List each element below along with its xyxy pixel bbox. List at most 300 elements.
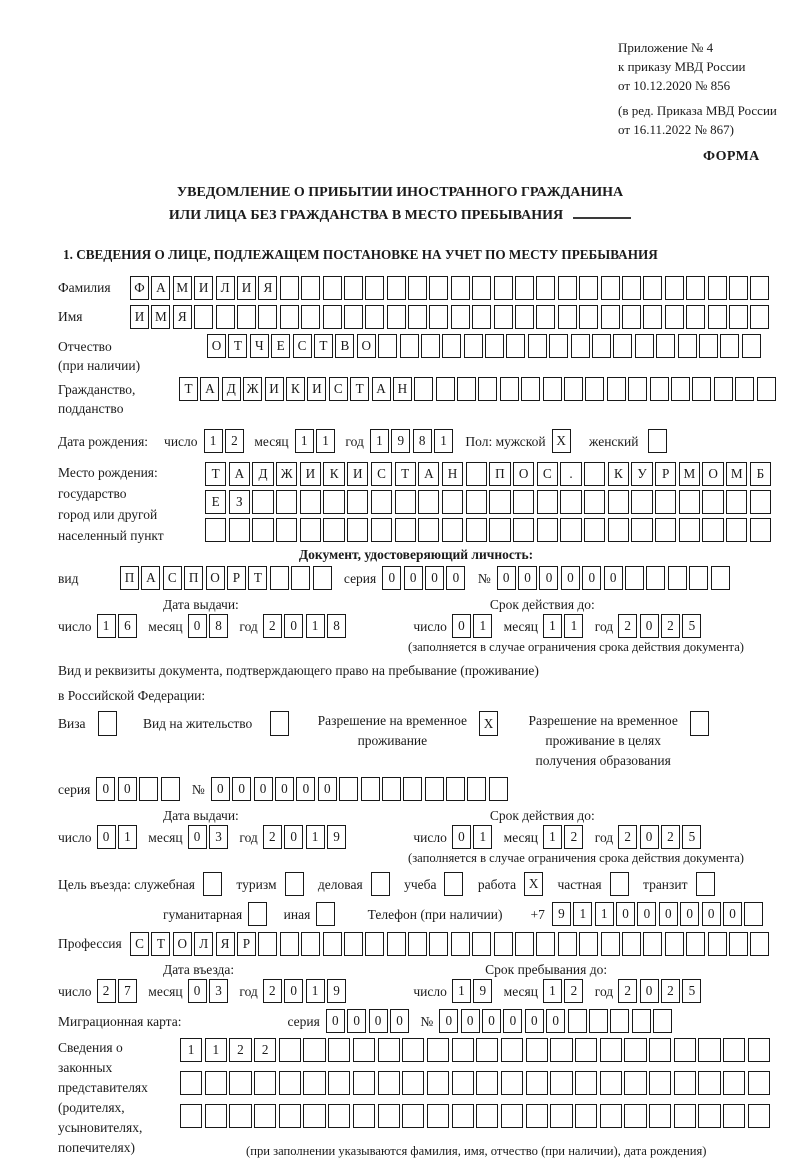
birthplace-row1-cell[interactable]: Р — [655, 462, 676, 486]
representatives-row3-cell[interactable] — [575, 1104, 597, 1128]
migcard-number-cell[interactable]: 0 — [525, 1009, 544, 1033]
stay-month-cell[interactable]: 1 — [543, 979, 562, 1003]
representatives-row2-cell[interactable] — [723, 1071, 745, 1095]
iddoc-number-cell[interactable]: 0 — [582, 566, 601, 590]
birthplace-row1-cell[interactable]: О — [702, 462, 723, 486]
entry-year-cell[interactable]: 2 — [263, 979, 282, 1003]
givenname-cell[interactable] — [408, 305, 427, 329]
phone-number-cell[interactable]: 0 — [616, 902, 635, 926]
patronymic-cell[interactable]: В — [335, 334, 354, 358]
representatives-row3-cell[interactable] — [723, 1104, 745, 1128]
phone-number-cell[interactable]: 9 — [552, 902, 571, 926]
representatives-row2-cell[interactable] — [526, 1071, 548, 1095]
birthplace-row3-cell[interactable] — [205, 518, 226, 542]
birthplace-row3-cell[interactable] — [418, 518, 439, 542]
patronymic-cell[interactable]: О — [207, 334, 226, 358]
givenname-cell[interactable] — [301, 305, 320, 329]
representatives-row3-cell[interactable] — [476, 1104, 498, 1128]
birthplace-row2-cell[interactable] — [726, 490, 747, 514]
resdoc-expiry-month-cell[interactable]: 1 — [543, 825, 562, 849]
givenname-cell[interactable]: Я — [173, 305, 192, 329]
phone-number-cell[interactable]: 0 — [659, 902, 678, 926]
stay-year-cell[interactable]: 2 — [618, 979, 637, 1003]
birthplace-row2-cell[interactable]: Е — [205, 490, 226, 514]
profession-cell[interactable] — [280, 932, 299, 956]
representatives-row3-cell[interactable] — [550, 1104, 572, 1128]
birthplace-row2-cell[interactable] — [513, 490, 534, 514]
stay-year-cell[interactable]: 0 — [640, 979, 659, 1003]
profession-cell[interactable] — [643, 932, 662, 956]
givenname-cell[interactable] — [708, 305, 727, 329]
profession-cell[interactable]: Р — [237, 932, 256, 956]
citizenship-cell[interactable] — [671, 377, 690, 401]
surname-cell[interactable] — [472, 276, 491, 300]
representatives-row2-cell[interactable] — [452, 1071, 474, 1095]
iddoc-expiry-day-cell[interactable]: 1 — [473, 614, 492, 638]
citizenship-cell[interactable] — [735, 377, 754, 401]
profession-cell[interactable] — [579, 932, 598, 956]
resdoc-number-cell[interactable]: 0 — [318, 777, 337, 801]
migcard-number-cell[interactable]: 0 — [546, 1009, 565, 1033]
stay-year-cell[interactable]: 5 — [682, 979, 701, 1003]
birthplace-row2-cell[interactable] — [655, 490, 676, 514]
birthplace-row3-cell[interactable] — [584, 518, 605, 542]
temp-residence-education-checkbox-cell[interactable] — [690, 711, 709, 736]
representatives-row1-cell[interactable]: 2 — [229, 1038, 251, 1062]
birthplace-row3-cell[interactable] — [371, 518, 392, 542]
surname-cell[interactable] — [536, 276, 555, 300]
profession-cell[interactable] — [408, 932, 427, 956]
resdoc-expiry-month-cell[interactable]: 2 — [564, 825, 583, 849]
patronymic-cell[interactable] — [678, 334, 697, 358]
birthplace-row2-cell[interactable] — [750, 490, 771, 514]
patronymic-cell[interactable] — [464, 334, 483, 358]
patronymic-cell[interactable]: С — [293, 334, 312, 358]
profession-cell[interactable] — [686, 932, 705, 956]
representatives-row2-cell[interactable] — [205, 1071, 227, 1095]
profession-cell[interactable] — [515, 932, 534, 956]
representatives-row1-cell[interactable]: 1 — [205, 1038, 227, 1062]
citizenship-cell[interactable] — [714, 377, 733, 401]
migcard-series-cell[interactable]: 0 — [390, 1009, 409, 1033]
resdoc-number-cell[interactable] — [425, 777, 444, 801]
iddoc-issue-month-cell[interactable]: 8 — [209, 614, 228, 638]
citizenship-cell[interactable]: Н — [393, 377, 412, 401]
resdoc-issue-month-cell[interactable]: 0 — [188, 825, 207, 849]
givenname-cell[interactable] — [686, 305, 705, 329]
entry-month-cell[interactable]: 0 — [188, 979, 207, 1003]
profession-cell[interactable]: О — [173, 932, 192, 956]
surname-cell[interactable]: И — [194, 276, 213, 300]
representatives-row1-cell[interactable] — [698, 1038, 720, 1062]
migcard-number-cell[interactable] — [589, 1009, 608, 1033]
surname-cell[interactable] — [558, 276, 577, 300]
resdoc-series-cell[interactable] — [139, 777, 158, 801]
givenname-cell[interactable] — [387, 305, 406, 329]
resdoc-series-cell[interactable]: 0 — [96, 777, 115, 801]
representatives-row3-cell[interactable] — [205, 1104, 227, 1128]
surname-cell[interactable] — [601, 276, 620, 300]
resdoc-expiry-year-cell[interactable]: 2 — [661, 825, 680, 849]
migcard-number-cell[interactable]: 0 — [482, 1009, 501, 1033]
citizenship-cell[interactable] — [457, 377, 476, 401]
resdoc-number-cell[interactable] — [403, 777, 422, 801]
patronymic-cell[interactable] — [592, 334, 611, 358]
stay-month-cell[interactable]: 2 — [564, 979, 583, 1003]
iddoc-type-cell[interactable]: П — [120, 566, 139, 590]
birthplace-row3-cell[interactable] — [395, 518, 416, 542]
phone-number-cell[interactable]: 0 — [723, 902, 742, 926]
birthplace-row2-cell[interactable] — [584, 490, 605, 514]
givenname-cell[interactable] — [280, 305, 299, 329]
purpose-tourism-checkbox-cell[interactable] — [285, 872, 304, 896]
representatives-row2-cell[interactable] — [600, 1071, 622, 1095]
givenname-cell[interactable] — [729, 305, 748, 329]
phone-number-cell[interactable] — [744, 902, 763, 926]
surname-cell[interactable] — [515, 276, 534, 300]
resdoc-number-cell[interactable]: 0 — [232, 777, 251, 801]
resdoc-issue-year-cell[interactable]: 1 — [306, 825, 325, 849]
purpose-other-checkbox-cell[interactable] — [316, 902, 335, 926]
citizenship-cell[interactable] — [607, 377, 626, 401]
migcard-series-cell[interactable]: 0 — [369, 1009, 388, 1033]
resdoc-expiry-year-cell[interactable]: 0 — [640, 825, 659, 849]
iddoc-issue-year-cell[interactable]: 8 — [327, 614, 346, 638]
representatives-row1-cell[interactable] — [575, 1038, 597, 1062]
surname-cell[interactable] — [344, 276, 363, 300]
birthplace-row2-cell[interactable] — [679, 490, 700, 514]
birthplace-row3-cell[interactable] — [252, 518, 273, 542]
birthplace-row1-cell[interactable]: С — [537, 462, 558, 486]
migcard-series-cell[interactable]: 0 — [347, 1009, 366, 1033]
representatives-row3-cell[interactable] — [353, 1104, 375, 1128]
entry-year-cell[interactable]: 0 — [284, 979, 303, 1003]
givenname-cell[interactable] — [558, 305, 577, 329]
representatives-row3-cell[interactable] — [254, 1104, 276, 1128]
birthplace-row2-cell[interactable] — [631, 490, 652, 514]
citizenship-cell[interactable] — [414, 377, 433, 401]
iddoc-issue-year-cell[interactable]: 1 — [306, 614, 325, 638]
birthplace-row2-cell[interactable] — [608, 490, 629, 514]
representatives-row3-cell[interactable] — [501, 1104, 523, 1128]
birthplace-row1-cell[interactable] — [584, 462, 605, 486]
purpose-transit-checkbox-cell[interactable] — [696, 872, 715, 896]
givenname-cell[interactable] — [365, 305, 384, 329]
phone-number-cell[interactable]: 0 — [702, 902, 721, 926]
citizenship-cell[interactable] — [478, 377, 497, 401]
iddoc-issue-day-cell[interactable]: 1 — [97, 614, 116, 638]
profession-cell[interactable] — [750, 932, 769, 956]
birthplace-row1-cell[interactable]: . — [560, 462, 581, 486]
resdoc-series-cell[interactable]: 0 — [118, 777, 137, 801]
birthdate-month-cell[interactable]: 1 — [295, 429, 314, 453]
surname-cell[interactable] — [494, 276, 513, 300]
profession-cell[interactable] — [451, 932, 470, 956]
patronymic-cell[interactable] — [400, 334, 419, 358]
profession-cell[interactable] — [729, 932, 748, 956]
givenname-cell[interactable] — [323, 305, 342, 329]
citizenship-cell[interactable]: А — [372, 377, 391, 401]
profession-cell[interactable] — [365, 932, 384, 956]
givenname-cell[interactable] — [622, 305, 641, 329]
representatives-row1-cell[interactable] — [402, 1038, 424, 1062]
surname-cell[interactable]: Я — [258, 276, 277, 300]
iddoc-type-cell[interactable] — [270, 566, 289, 590]
resdoc-issue-year-cell[interactable]: 9 — [327, 825, 346, 849]
givenname-cell[interactable] — [601, 305, 620, 329]
profession-cell[interactable] — [622, 932, 641, 956]
resdoc-number-cell[interactable]: 0 — [254, 777, 273, 801]
resdoc-expiry-year-cell[interactable]: 2 — [618, 825, 637, 849]
birthplace-row3-cell[interactable] — [276, 518, 297, 542]
purpose-official-checkbox-cell[interactable] — [203, 872, 222, 896]
representatives-row2-cell[interactable] — [180, 1071, 202, 1095]
profession-cell[interactable] — [301, 932, 320, 956]
patronymic-cell[interactable]: Ч — [250, 334, 269, 358]
birthplace-row1-cell[interactable]: П — [489, 462, 510, 486]
surname-cell[interactable] — [365, 276, 384, 300]
birthplace-row1-cell[interactable] — [466, 462, 487, 486]
representatives-row2-cell[interactable] — [328, 1071, 350, 1095]
resdoc-issue-year-cell[interactable]: 0 — [284, 825, 303, 849]
sex-male-checkbox-cell[interactable]: X — [552, 429, 571, 453]
birthplace-row3-cell[interactable] — [323, 518, 344, 542]
givenname-cell[interactable] — [750, 305, 769, 329]
iddoc-expiry-year-cell[interactable]: 2 — [661, 614, 680, 638]
profession-cell[interactable] — [536, 932, 555, 956]
birthdate-year-cell[interactable]: 1 — [370, 429, 389, 453]
residence-permit-checkbox-cell[interactable] — [270, 711, 289, 736]
birthplace-row3-cell[interactable] — [347, 518, 368, 542]
givenname-cell[interactable]: М — [151, 305, 170, 329]
surname-cell[interactable]: И — [237, 276, 256, 300]
patronymic-cell[interactable]: Т — [228, 334, 247, 358]
representatives-row1-cell[interactable] — [279, 1038, 301, 1062]
patronymic-cell[interactable]: Е — [271, 334, 290, 358]
entry-day-cell[interactable]: 2 — [97, 979, 116, 1003]
representatives-row3-cell[interactable] — [674, 1104, 696, 1128]
representatives-row1-cell[interactable] — [303, 1038, 325, 1062]
visa-checkbox-cell[interactable] — [98, 711, 117, 736]
representatives-row2-cell[interactable] — [378, 1071, 400, 1095]
profession-cell[interactable] — [665, 932, 684, 956]
surname-cell[interactable] — [708, 276, 727, 300]
iddoc-number-cell[interactable] — [668, 566, 687, 590]
purpose-business-checkbox-cell[interactable] — [371, 872, 390, 896]
birthplace-row2-cell[interactable] — [489, 490, 510, 514]
birthdate-year-cell[interactable]: 1 — [434, 429, 453, 453]
representatives-row2-cell[interactable] — [353, 1071, 375, 1095]
surname-cell[interactable] — [729, 276, 748, 300]
resdoc-issue-year-cell[interactable]: 2 — [263, 825, 282, 849]
representatives-row1-cell[interactable] — [600, 1038, 622, 1062]
givenname-cell[interactable] — [515, 305, 534, 329]
iddoc-issue-month-cell[interactable]: 0 — [188, 614, 207, 638]
representatives-row2-cell[interactable] — [649, 1071, 671, 1095]
surname-cell[interactable] — [750, 276, 769, 300]
birthplace-row2-cell[interactable] — [560, 490, 581, 514]
givenname-cell[interactable] — [344, 305, 363, 329]
representatives-row3-cell[interactable] — [624, 1104, 646, 1128]
patronymic-cell[interactable] — [571, 334, 590, 358]
givenname-cell[interactable] — [194, 305, 213, 329]
phone-number-cell[interactable]: 1 — [595, 902, 614, 926]
iddoc-series-cell[interactable]: 0 — [404, 566, 423, 590]
iddoc-number-cell[interactable] — [711, 566, 730, 590]
birthplace-row3-cell[interactable] — [466, 518, 487, 542]
profession-cell[interactable] — [344, 932, 363, 956]
citizenship-cell[interactable] — [521, 377, 540, 401]
givenname-cell[interactable] — [216, 305, 235, 329]
givenname-cell[interactable] — [536, 305, 555, 329]
iddoc-series-cell[interactable]: 0 — [382, 566, 401, 590]
sex-female-checkbox-cell[interactable] — [648, 429, 667, 453]
birthdate-day-cell[interactable]: 2 — [225, 429, 244, 453]
givenname-cell[interactable] — [258, 305, 277, 329]
iddoc-number-cell[interactable]: 0 — [518, 566, 537, 590]
surname-cell[interactable] — [451, 276, 470, 300]
representatives-row3-cell[interactable] — [698, 1104, 720, 1128]
iddoc-number-cell[interactable] — [625, 566, 644, 590]
phone-number-cell[interactable]: 0 — [637, 902, 656, 926]
surname-cell[interactable]: Л — [216, 276, 235, 300]
migcard-number-cell[interactable]: 0 — [439, 1009, 458, 1033]
surname-cell[interactable] — [622, 276, 641, 300]
birthplace-row3-cell[interactable] — [489, 518, 510, 542]
citizenship-cell[interactable]: И — [265, 377, 284, 401]
representatives-row1-cell[interactable] — [624, 1038, 646, 1062]
representatives-row3-cell[interactable] — [600, 1104, 622, 1128]
representatives-row1-cell[interactable] — [748, 1038, 770, 1062]
entry-year-cell[interactable]: 1 — [306, 979, 325, 1003]
birthplace-row1-cell[interactable]: М — [679, 462, 700, 486]
iddoc-issue-day-cell[interactable]: 6 — [118, 614, 137, 638]
representatives-row2-cell[interactable] — [229, 1071, 251, 1095]
citizenship-cell[interactable]: Т — [179, 377, 198, 401]
entry-day-cell[interactable]: 7 — [118, 979, 137, 1003]
stay-day-cell[interactable]: 9 — [473, 979, 492, 1003]
birthplace-row3-cell[interactable] — [537, 518, 558, 542]
representatives-row1-cell[interactable] — [526, 1038, 548, 1062]
iddoc-number-cell[interactable] — [646, 566, 665, 590]
givenname-cell[interactable] — [643, 305, 662, 329]
profession-cell[interactable] — [429, 932, 448, 956]
birthplace-row1-cell[interactable]: Ж — [276, 462, 297, 486]
resdoc-issue-day-cell[interactable]: 0 — [97, 825, 116, 849]
surname-cell[interactable] — [665, 276, 684, 300]
citizenship-cell[interactable] — [585, 377, 604, 401]
surname-cell[interactable] — [686, 276, 705, 300]
iddoc-type-cell[interactable]: П — [184, 566, 203, 590]
representatives-row3-cell[interactable] — [303, 1104, 325, 1128]
birthplace-row2-cell[interactable]: З — [229, 490, 250, 514]
givenname-cell[interactable] — [472, 305, 491, 329]
givenname-cell[interactable] — [579, 305, 598, 329]
representatives-row2-cell[interactable] — [476, 1071, 498, 1095]
surname-cell[interactable]: Ф — [130, 276, 149, 300]
iddoc-type-cell[interactable]: Т — [248, 566, 267, 590]
phone-number-cell[interactable]: 0 — [680, 902, 699, 926]
temp-residence-checkbox-cell[interactable]: X — [479, 711, 498, 736]
birthplace-row2-cell[interactable] — [442, 490, 463, 514]
migcard-number-cell[interactable]: 0 — [461, 1009, 480, 1033]
iddoc-expiry-year-cell[interactable]: 5 — [682, 614, 701, 638]
resdoc-expiry-year-cell[interactable]: 5 — [682, 825, 701, 849]
birthplace-row1-cell[interactable]: И — [347, 462, 368, 486]
representatives-row2-cell[interactable] — [698, 1071, 720, 1095]
surname-cell[interactable] — [643, 276, 662, 300]
patronymic-cell[interactable] — [378, 334, 397, 358]
patronymic-cell[interactable]: О — [357, 334, 376, 358]
iddoc-issue-year-cell[interactable]: 2 — [263, 614, 282, 638]
representatives-row3-cell[interactable] — [452, 1104, 474, 1128]
birthplace-row1-cell[interactable]: И — [300, 462, 321, 486]
birthplace-row1-cell[interactable]: Т — [395, 462, 416, 486]
givenname-cell[interactable] — [494, 305, 513, 329]
representatives-row1-cell[interactable] — [328, 1038, 350, 1062]
citizenship-cell[interactable]: К — [286, 377, 305, 401]
representatives-row1-cell[interactable] — [378, 1038, 400, 1062]
patronymic-cell[interactable] — [699, 334, 718, 358]
patronymic-cell[interactable] — [720, 334, 739, 358]
patronymic-cell[interactable] — [549, 334, 568, 358]
representatives-row2-cell[interactable] — [674, 1071, 696, 1095]
patronymic-cell[interactable] — [528, 334, 547, 358]
representatives-row1-cell[interactable] — [452, 1038, 474, 1062]
representatives-row3-cell[interactable] — [748, 1104, 770, 1128]
surname-cell[interactable] — [280, 276, 299, 300]
profession-cell[interactable] — [494, 932, 513, 956]
birthplace-row2-cell[interactable] — [300, 490, 321, 514]
iddoc-number-cell[interactable]: 0 — [604, 566, 623, 590]
representatives-row1-cell[interactable]: 2 — [254, 1038, 276, 1062]
profession-cell[interactable] — [323, 932, 342, 956]
citizenship-cell[interactable]: Д — [222, 377, 241, 401]
iddoc-number-cell[interactable]: 0 — [539, 566, 558, 590]
birthplace-row2-cell[interactable] — [418, 490, 439, 514]
birthplace-row3-cell[interactable] — [442, 518, 463, 542]
migcard-number-cell[interactable] — [632, 1009, 651, 1033]
representatives-row3-cell[interactable] — [328, 1104, 350, 1128]
migcard-number-cell[interactable] — [653, 1009, 672, 1033]
profession-cell[interactable] — [472, 932, 491, 956]
representatives-row2-cell[interactable] — [427, 1071, 449, 1095]
representatives-row2-cell[interactable] — [501, 1071, 523, 1095]
representatives-row1-cell[interactable] — [649, 1038, 671, 1062]
iddoc-type-cell[interactable]: С — [163, 566, 182, 590]
iddoc-number-cell[interactable]: 0 — [497, 566, 516, 590]
representatives-row2-cell[interactable] — [748, 1071, 770, 1095]
resdoc-number-cell[interactable] — [467, 777, 486, 801]
birthplace-row2-cell[interactable] — [371, 490, 392, 514]
birthplace-row3-cell[interactable] — [655, 518, 676, 542]
surname-cell[interactable]: М — [173, 276, 192, 300]
patronymic-cell[interactable]: Т — [314, 334, 333, 358]
birthplace-row1-cell[interactable]: К — [608, 462, 629, 486]
birthplace-row3-cell[interactable] — [229, 518, 250, 542]
representatives-row1-cell[interactable] — [427, 1038, 449, 1062]
citizenship-cell[interactable] — [436, 377, 455, 401]
representatives-row3-cell[interactable] — [526, 1104, 548, 1128]
representatives-row1-cell[interactable] — [353, 1038, 375, 1062]
migcard-number-cell[interactable] — [568, 1009, 587, 1033]
profession-cell[interactable] — [387, 932, 406, 956]
patronymic-cell[interactable] — [442, 334, 461, 358]
birthplace-row2-cell[interactable] — [466, 490, 487, 514]
givenname-cell[interactable] — [665, 305, 684, 329]
birthplace-row2-cell[interactable] — [347, 490, 368, 514]
representatives-row1-cell[interactable] — [674, 1038, 696, 1062]
